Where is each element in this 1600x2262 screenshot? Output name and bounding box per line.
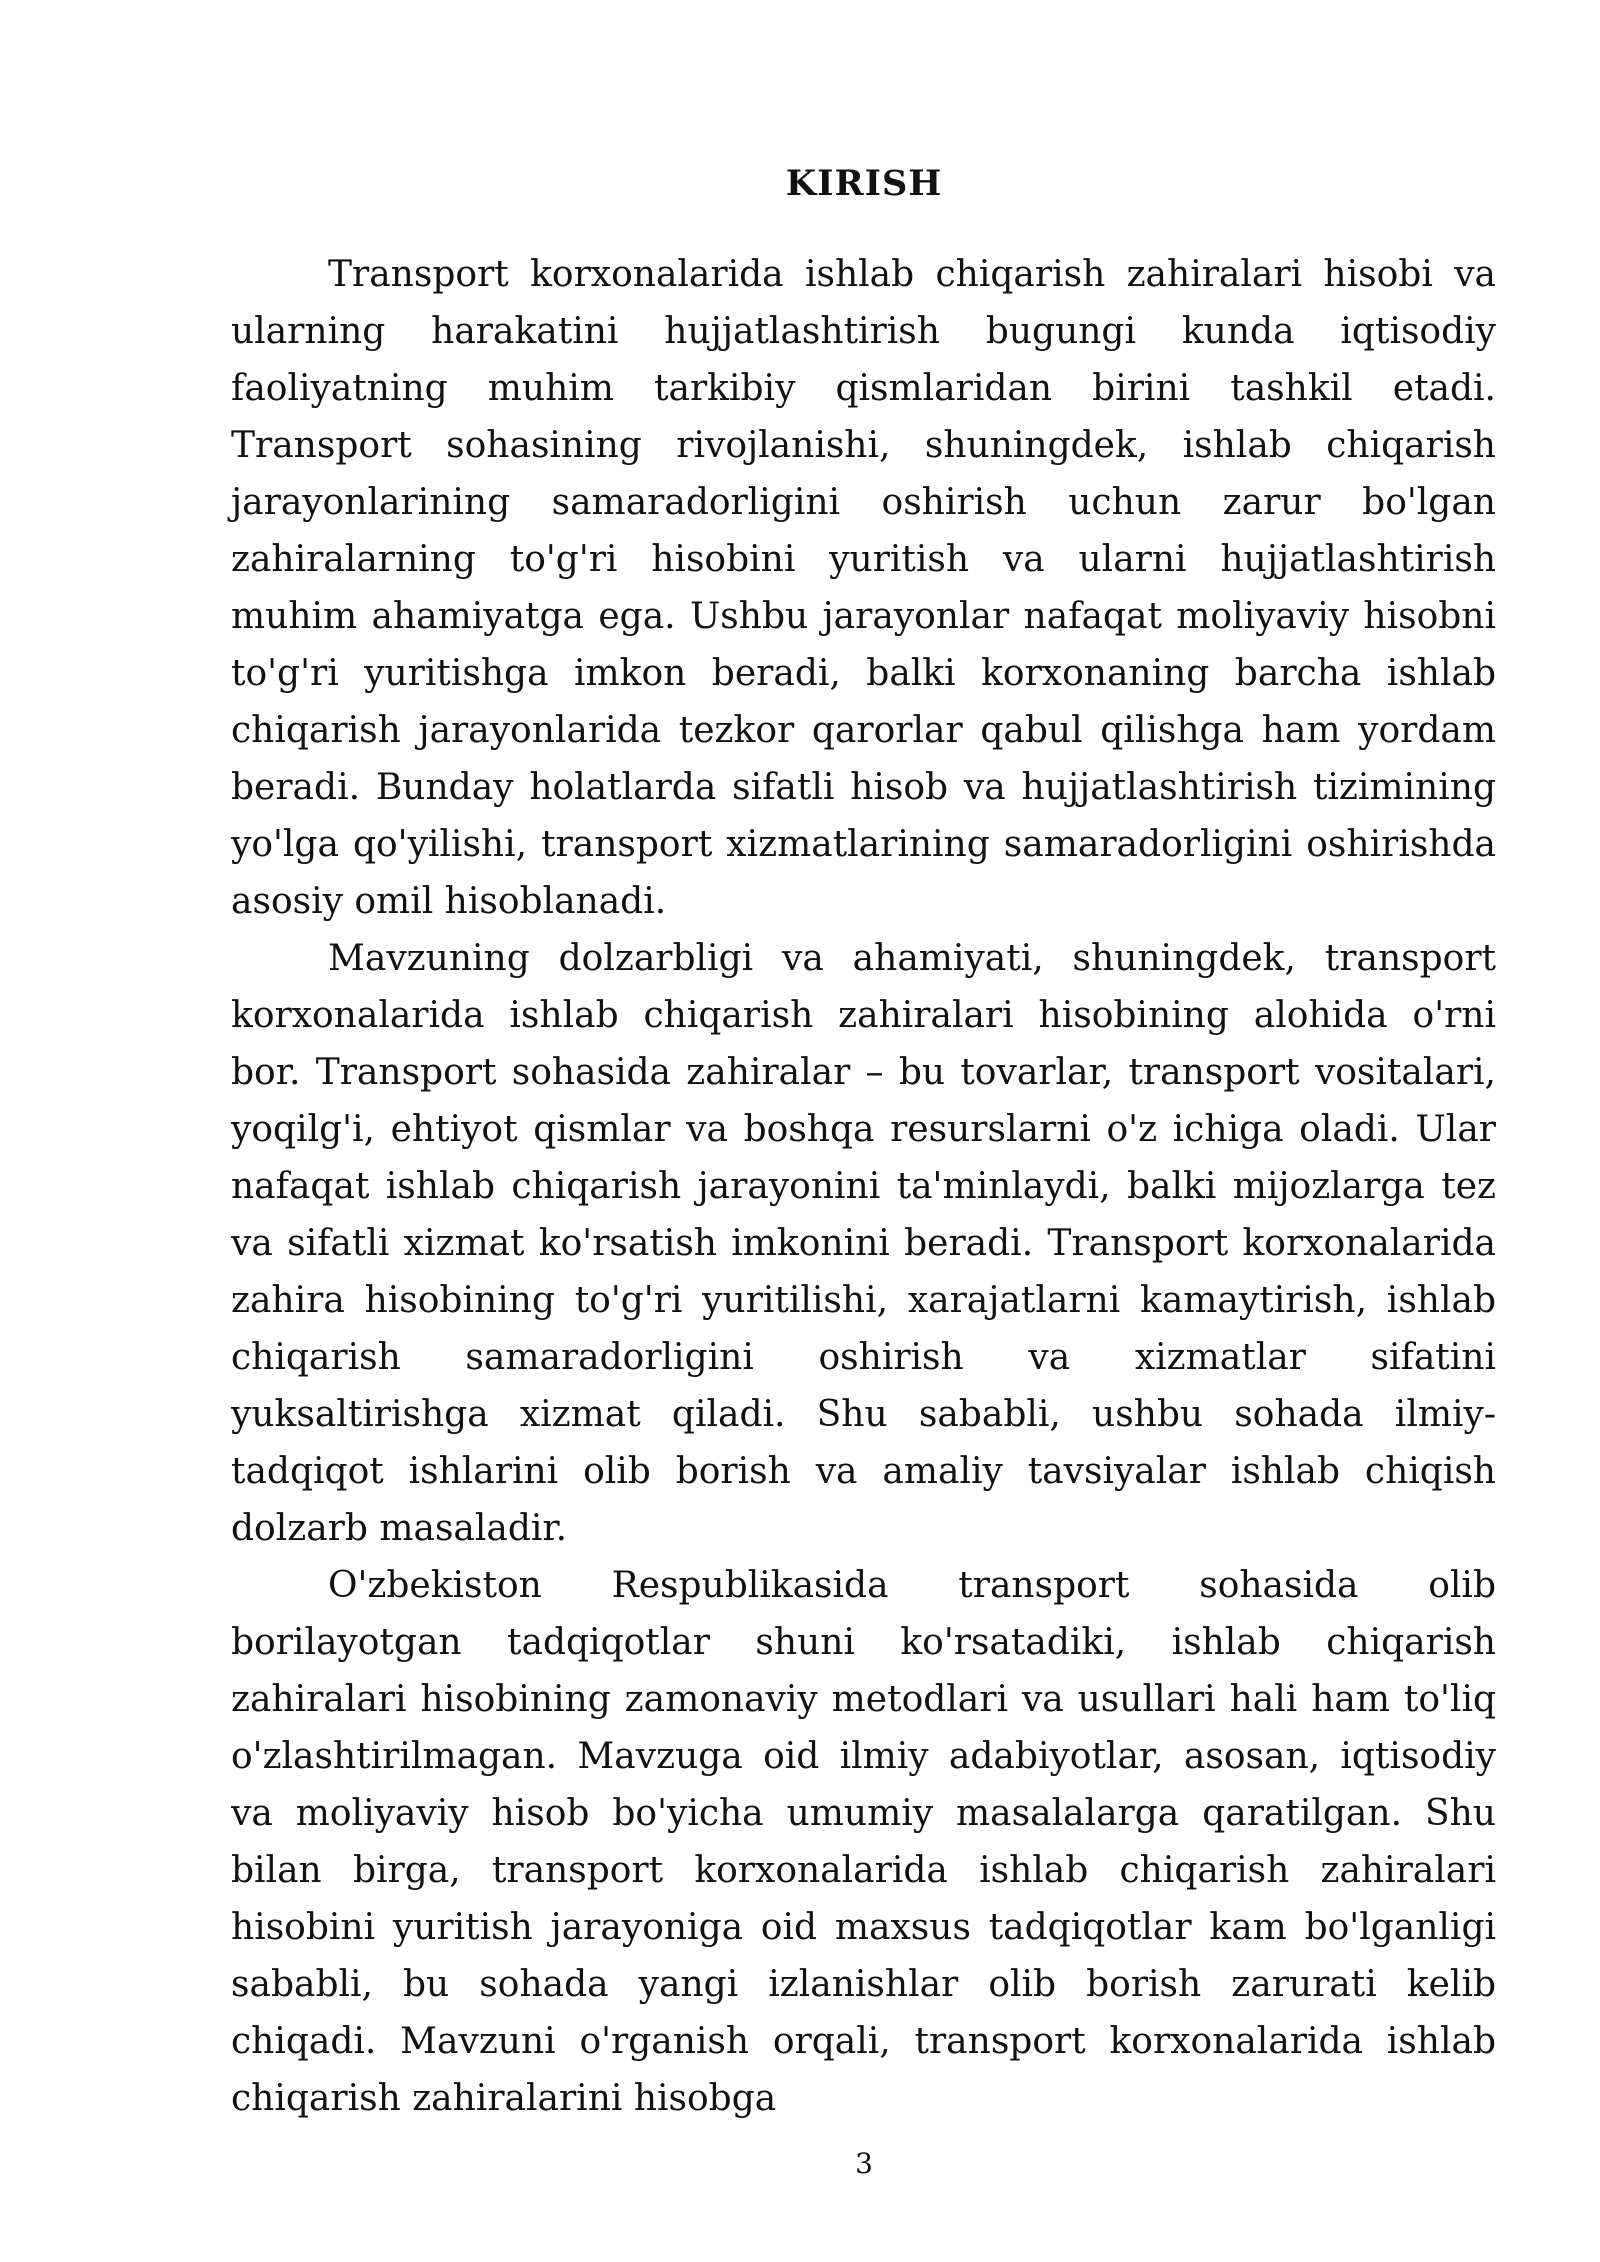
paragraph-1: Transport korxonalarida ishlab chiqarish zahiralari hisobi va ularning harakatini hujjatlashtirish bugungi kunda iqtisodiy faoliyatning muhim tarkibiy qismlaridan birini tashkil etadi. Transport sohasining rivojlanishi, shuningdek, ishlab chiqarish jarayonlarining samaradorligini oshirish uchun zarur bo'lgan zahiralarning to'g'ri hisobini yuritish va ularni hujjatlashtirish muhim ahamiyatga ega. Ushbu jarayonlar nafaqat moliyaviy hisobni to'g'ri yuritishga imkon beradi, balki korxonaning barcha ishlab chiqarish jarayonlarida tezkor qarorlar qabul qilishga ham yordam beradi. Bunday holatlarda sifatli hisob va hujjatlashtirish tizimining yo'lga qo'yilishi, transport xizmatlarining samaradorligini oshirishda asosiy omil hisoblanadi. <box>231 254 1496 922</box>
body-text <box>231 246 1496 2127</box>
section-title: KIRISH <box>785 163 943 204</box>
paragraph-3: O'zbekiston Respublikasida transport sohasida olib borilayotgan tadqiqotlar shuni ko'rsatadiki, ishlab chiqarish zahiralari hisobining zamonaviy metodlari va usullari hali ham to'liq o'zlashtirilmagan. Mavzuga oid ilmiy adabiyotlar, asosan, iqtisodiy va moliyaviy hisob bo'yicha umumiy masalalarga qaratilgan. Shu bilan birga, transport korxonalarida ishlab chiqarish zahiralari hisobini yuritish jarayoniga oid maxsus tadqiqotlar kam bo'lganligi sababli, bu sohada yangi izlanishlar olib borish zarurati kelib chiqadi. Mavzuni o'rganish orqali, transport korxonalarida ishlab chiqarish zahiralarini hisobga <box>231 1565 1496 2119</box>
paragraph-2: Mavzuning dolzarbligi va ahamiyati, shuningdek, transport korxonalarida ishlab chiqarish zahiralari hisobining alohida o'rni bor. Transport sohasida zahiralar – bu tovarlar, transport vositalari, yoqilg'i, ehtiyot qismlar va boshqa resurslarni o'z ichiga oladi. Ular nafaqat ishlab chiqarish jarayonini ta'minlaydi, balki mijozlarga tez va sifatli xizmat ko'rsatish imkonini beradi. Transport korxonalarida zahira hisobining to'g'ri yuritilishi, xarajatlarni kamaytirish, ishlab chiqarish samaradorligini oshirish va xizmatlar sifatini yuksaltirishga xizmat qiladi. Shu sababli, ushbu sohada ilmiy-tadqiqot ishlarini olib borish va amaliy tavsiyalar ishlab chiqish dolzarb masaladir. <box>231 938 1496 1549</box>
page-number: 3 <box>855 2147 873 2180</box>
